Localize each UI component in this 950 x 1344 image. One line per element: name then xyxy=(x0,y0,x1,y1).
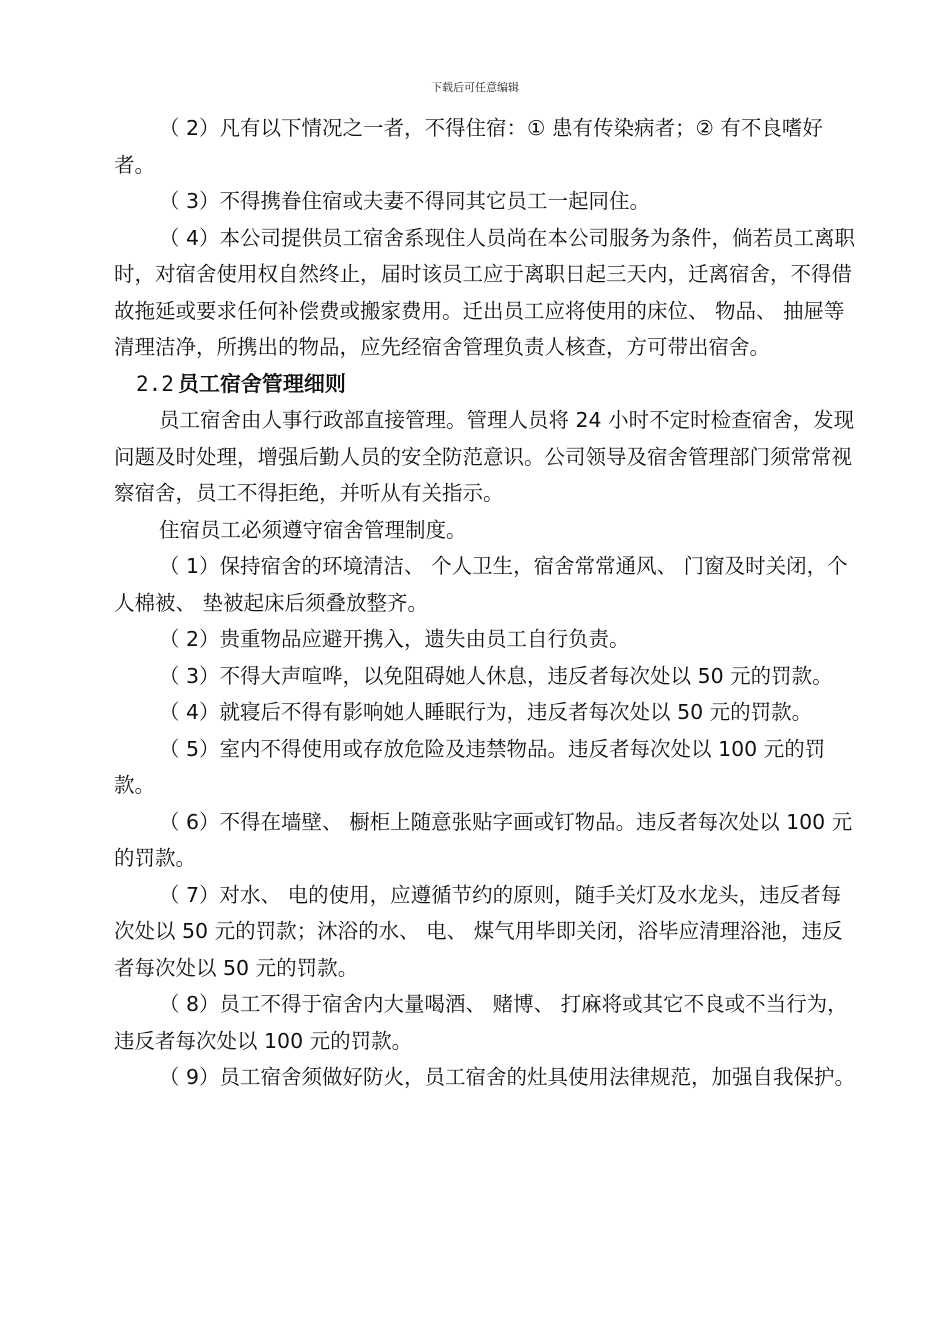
rule-item-2: （ 2）贵重物品应避开携入，遗失由员工自行负责。 xyxy=(159,627,630,651)
paragraph-item-4: （ 4）本公司提供员工宿舍系现住人员尚在本公司服务为条件，倘若员工离职时，对宿舍使用权自然终止，届时该员工应于离职日起三天内，迁离宿舍，不得借故拖延或要求任何补偿费或搬家费用。迁出员工应将使用的床位、 物品、 抽屉等清理洁净，所携出的物品，应先经宿舍管理负责人核查，方可带出宿舍。 xyxy=(114,225,856,359)
rule-item-9: （ 9）员工宿舍须做好防火，员工宿舍的灶具使用法律规范，加强自我保护。 xyxy=(159,1065,856,1089)
rule-item-6: （ 6）不得在墙壁、 橱柜上随意张贴字画或钉物品。违反者每次处以 100 元的罚款。 xyxy=(114,809,853,870)
document-body xyxy=(114,110,856,1096)
paragraph-rules-lead: 住宿员工必须遵守宿舍管理制度。 xyxy=(159,517,467,542)
rule-item-3: （ 3）不得大声喧哗，以免阻碍她人休息，违反者每次处以 50 元的罚款。 xyxy=(159,663,833,688)
rule-item-7: （ 7）对水、 电的使用，应遵循节约的原则，随手关灯及水龙头，违反者每次处以 50 元的罚款；沐浴的水、 电、 煤气用毕即关闭，浴毕应清理浴池，违反者每次处以 50 元的罚款。 xyxy=(114,882,843,980)
paragraph-item-3: （ 3）不得携眷住宿或夫妻不得同其它员工一起同住。 xyxy=(159,189,651,213)
paragraph-item-2: （ 2）凡有以下情况之一者，不得住宿：① 患有传染病者；② 有不良嗜好者。 xyxy=(114,116,823,177)
rule-item-8: （ 8）员工不得于宿舍内大量喝酒、 赌博、 打麻将或其它不良或不当行为，违反者每次处以 100 元的罚款。 xyxy=(114,992,848,1053)
rule-item-4: （ 4）就寝后不得有影响她人睡眠行为，违反者每次处以 50 元的罚款。 xyxy=(159,700,813,724)
rule-item-1: （ 1）保持宿舍的环境清洁、 个人卫生，宿舍常常通风、 门窗及时关闭，个人棉被、 垫被起床后须叠放整齐。 xyxy=(114,554,848,615)
section-title: 员工宿舍管理细则 xyxy=(177,371,346,396)
paragraph-intro: 员工宿舍由人事行政部直接管理。管理人员将 24 小时不定时检查宿舍，发现问题及时处理，增强后勤人员的安全防范意识。公司领导及宿舍管理部门须常常视察宿舍，员工不得拒绝，并听从有关指示。 xyxy=(114,408,855,505)
section-number: 2.2 xyxy=(136,371,174,396)
section-heading xyxy=(114,366,856,403)
page-header: 下载后可任意编辑 xyxy=(431,81,519,94)
rule-item-5: （ 5）室内不得使用或存放危险及违禁物品。违反者每次处以 100 元的罚款。 xyxy=(114,736,826,797)
